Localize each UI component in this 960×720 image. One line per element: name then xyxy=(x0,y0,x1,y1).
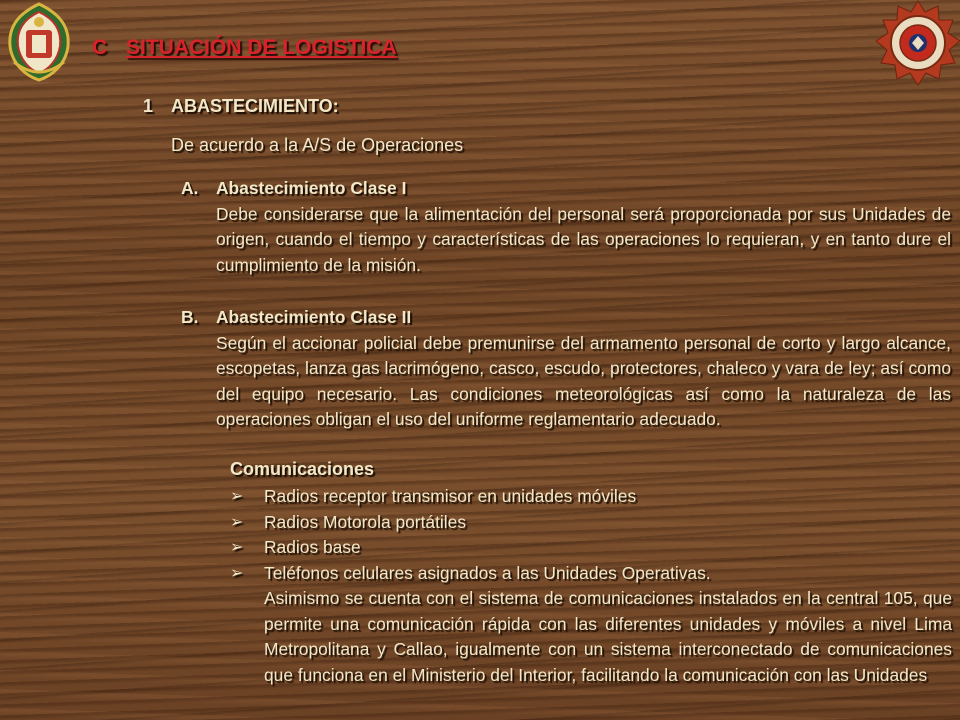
subsection-a-body: Debe considerarse que la alimentación del personal será proporcionada por sus Unidades de origen, cuando el tiempo y características de las operaciones lo requieran, y en tanto dure el cumplimiento de la misión. xyxy=(216,203,951,275)
list-item-text: Radios receptor transmisor en unidades móviles xyxy=(264,486,637,506)
list-item-text: Teléfonos celulares asignados a las Unidades Operativas. xyxy=(264,562,711,583)
arrow-bullet-icon: ➢ xyxy=(230,513,244,531)
arrow-bullet-icon: ➢ xyxy=(230,488,244,505)
police-badge-icon xyxy=(876,0,960,86)
arrow-bullet-icon: ➢ xyxy=(230,564,244,582)
subsection-b-body: Según el accionar policial debe premunirse del armamento personal de corto y largo alcance, escopetas, lanza gas lacrimógeno, casco, escudo, protectores, chaleco y vara de ley; así como del equipo necesario. Las condiciones meteorológicas así como la naturaleza de las operaciones obligan el uso del uniforme reglamentario adecuado. xyxy=(216,332,951,429)
subsection-a-label: A. xyxy=(181,178,199,198)
subsection-a-title: Abastecimiento Clase I xyxy=(216,178,407,198)
subsection-b-label: B. xyxy=(181,307,199,327)
list-item xyxy=(230,535,952,561)
section-letter: C xyxy=(92,36,108,59)
communications-title: Comunicaciones xyxy=(230,459,375,479)
communications-paragraph: Asimismo se cuenta con el sistema de comunicaciones instalados en la central 105, que permite una comunicación rápida con las diferentes unidades y móviles a nivel Lima Metropolitana y Callao, igualmente con un sistema interconectado de comunicaciones que funciona en el Ministerio del Interior, facilitando la comunicación con las Unidades xyxy=(264,588,952,685)
item-heading xyxy=(143,96,339,117)
item-number: 1 xyxy=(143,96,154,116)
subsection-b xyxy=(181,305,951,433)
list-item xyxy=(230,510,952,536)
intro-text: De acuerdo a la A/S de Operaciones xyxy=(171,135,464,155)
item-title: ABASTECIMIENTO: xyxy=(171,96,339,116)
subsection-a xyxy=(181,176,951,278)
communications-list xyxy=(230,484,952,586)
arrow-bullet-icon: ➢ xyxy=(230,539,244,556)
section-title-line xyxy=(92,36,397,60)
police-crest-icon xyxy=(4,2,74,82)
list-item xyxy=(230,561,952,587)
subsection-b-title: Abastecimiento Clase II xyxy=(216,307,412,327)
section-title: SITUACIÓN DE LOGISTICA xyxy=(126,36,397,59)
list-item-text: Radios Motorola portátiles xyxy=(264,511,467,532)
list-item xyxy=(230,484,952,510)
list-item-text: Radios base xyxy=(264,537,361,557)
